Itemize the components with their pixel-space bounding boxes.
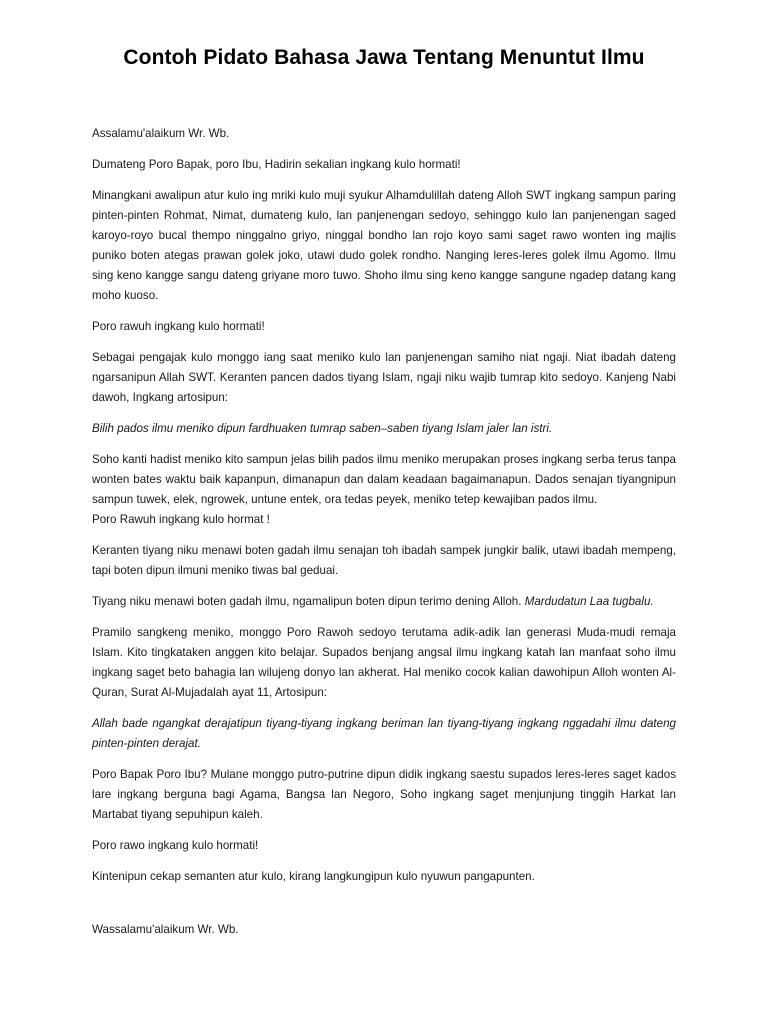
opening-greeting: Assalamu'alaikum Wr. Wb. bbox=[92, 127, 230, 140]
paragraph-text: Tiyang niku menawi boten gadah ilmu, ngamalipun boten dipun terimo dening Alloh. bbox=[92, 595, 522, 608]
paragraph-lifelong-learning: Soho kanti hadist meniko kito sampun jelas bilih pados ilmu meniko merupakan proses ingkang serba terus tanpa wonten bates waktu baik kapanpun, dimanapun dan dalam keadaan bagaimanapun. Dados senajan tiyangnipun sampun tuwek, elek, ngrowek, untune entek, ora tedas peyek, meniko tetep kewajiban pados ilmu. bbox=[92, 453, 676, 506]
paragraph-deeds-not-accepted bbox=[92, 592, 676, 612]
closing-greeting: Wassalamu'alaikum Wr. Wb. bbox=[92, 923, 239, 936]
arabic-phrase: Mardudatun Laa tugbalu. bbox=[524, 595, 654, 608]
audience-address: Poro rawuh ingkang kulo hormati! bbox=[92, 320, 265, 333]
paragraph-invitation-to-learn: Sebagai pengajak kulo monggo iang saat meniko kulo lan panjenengan samiho niat ngaji. Niat ibadah dateng ngarsanipun Allah SWT. Keranten pancen dados tiyang Islam, ngaji niku wajib tumrap kito sedoyo. Kanjeng Nabi dawoh, Ingkang artosipun: bbox=[92, 351, 676, 404]
paragraph-closing-apology: Kintenipun cekap semanten atur kulo, kirang langkungipun kulo nyuwun pangapunten. bbox=[92, 870, 535, 883]
document-body bbox=[92, 124, 676, 951]
paragraph-opening-gratitude: Minangkani awalipun atur kulo ing mriki kulo muji syukur Alhamdulillah dateng Alloh SWT ingkang sampun paring pinten-pinten Rohmat, Nimat, dumateng kulo, lan panjenengan sedoyo, sehinggo kulo lan panjenengan saged karoyo-royo bucal thempo ninggalno griyo, ninggal bondho lan rojo koyo sami saget rawo wonten ing majlis puniko boten ategas prawan golek joko, utawi dudo golek rondho. Nanging leres-leres golek ilmu Agomo. Ilmu sing keno kangge sangu dateng griyane moro tuwo. Shoho ilmu sing keno kangge sangune ngadep datang kang moho kuoso. bbox=[92, 189, 676, 302]
hadith-quote: Bilih pados ilmu meniko dipun fardhuaken tumrap saben–saben tiyang Islam jaler lan istri. bbox=[92, 422, 553, 435]
quran-quote: Allah bade ngangkat derajatipun tiyang-tiyang ingkang beriman lan tiyang-tiyang ingkang nggadahi ilmu dateng pinten-pinten derajat. bbox=[92, 717, 676, 750]
paragraph-call-to-youth: Pramilo sangkeng meniko, monggo Poro Rawoh sedoyo terutama adik-adik lan generasi Muda-mudi remaja Islam. Kito tingkataken anggen kito belajar. Supados benjang angsal ilmu ingkang katah lan manfaat soho ilmu ingkang saget beto bahagia lan wilujeng donyo lan akherat. Hal meniko cocok kalian dawohipun Alloh wonten Al-Quran, Surat Al-Mujadalah ayat 11, Artosipun: bbox=[92, 626, 676, 699]
paragraph-parents-advice: Poro Bapak Poro Ibu? Mulane monggo putro-putrine dipun didik ingkang saestu supados leres-leres saget kados lare ingkang berguna bagi Agama, Bangsa lan Negoro, Soho ingkang saget menjunjung tinggih Harkat lan Martabat tiyang sepuhipun kaleh. bbox=[92, 768, 676, 821]
audience-address: Poro Rawuh ingkang kulo hormat ! bbox=[92, 513, 270, 526]
audience-address: Dumateng Poro Bapak, poro Ibu, Hadirin sekalian ingkang kulo hormati! bbox=[92, 158, 461, 171]
paragraph-worship-without-knowledge: Keranten tiyang niku menawi boten gadah ilmu senajan toh ibadah sampek jungkir balik, utawi ibadah mempeng, tapi boten dipun ilmuni meniko tiwas bal geduai. bbox=[92, 544, 676, 577]
audience-address: Poro rawo ingkang kulo hormati! bbox=[92, 839, 259, 852]
document-title: Contoh Pidato Bahasa Jawa Tentang Menuntut Ilmu bbox=[123, 46, 645, 69]
